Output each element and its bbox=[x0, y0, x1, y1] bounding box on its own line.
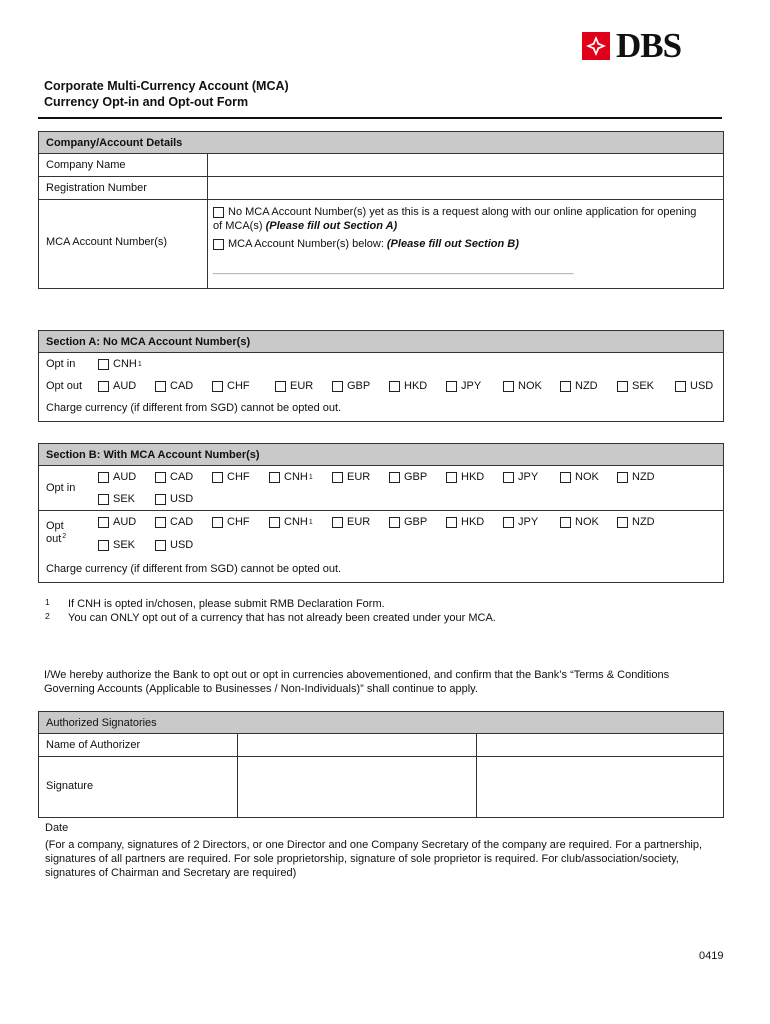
section-b-optin-chf[interactable]: CHF bbox=[212, 471, 250, 483]
section-b-box bbox=[38, 443, 724, 583]
section-b-optin-jpy[interactable]: JPY bbox=[503, 471, 538, 483]
signature-row bbox=[39, 757, 723, 817]
section-a-optout-cad[interactable]: CAD bbox=[155, 380, 193, 392]
registration-field[interactable] bbox=[208, 177, 723, 199]
form-subtitle: Currency Opt-in and Opt-out Form bbox=[44, 95, 249, 109]
mca-number-blank-line[interactable]: ________________________________________________________________________ bbox=[213, 264, 574, 274]
no-mca-text-line2: of MCA(s) (Please fill out Section A) bbox=[213, 220, 398, 232]
company-details-header: Company/Account Details bbox=[39, 132, 723, 154]
footnote-1-number: 1 bbox=[45, 597, 50, 607]
mca-number-row bbox=[39, 200, 723, 288]
section-b-optin-aud[interactable]: AUD bbox=[98, 471, 136, 483]
signatories-header: Authorized Signatories bbox=[39, 712, 723, 734]
section-b-optout-sek[interactable]: SEK bbox=[98, 539, 135, 551]
signature-label: Signature bbox=[46, 780, 94, 792]
authorizer-name-row bbox=[39, 734, 723, 757]
fill-section-a-note: (Please fill out Section A) bbox=[265, 220, 398, 232]
section-b-optout-cad[interactable]: CAD bbox=[155, 516, 193, 528]
section-b-opt-out-row bbox=[39, 511, 723, 556]
section-b-optin-nok[interactable]: NOK bbox=[560, 471, 599, 483]
section-b-opt-out-label: Opt out$^2$ bbox=[46, 520, 67, 545]
footnote-1: If CNH is opted in/chosen, please submit RMB Declaration Form. bbox=[68, 598, 385, 610]
form-code: 0419 bbox=[699, 950, 724, 962]
dbs-logo bbox=[580, 28, 681, 63]
signature-field-1[interactable] bbox=[238, 757, 476, 817]
section-a-header: Section A: No MCA Account Number(s) bbox=[39, 331, 723, 353]
fill-section-b-note: (Please fill out Section B) bbox=[386, 238, 519, 250]
section-b-note-row bbox=[39, 556, 723, 582]
signatories-note-line2: signatures of all partners are required. For sole proprietorship, signature of sole proprietor is required. For club/association/society, bbox=[45, 853, 679, 865]
authorizer-name-field-2[interactable] bbox=[477, 734, 723, 756]
date-label: Date bbox=[45, 822, 69, 834]
no-mca-text: No MCA Account Number(s) yet as this is a request along with our online application for opening bbox=[228, 206, 697, 218]
section-a-note-row bbox=[39, 397, 723, 421]
section-b-optin-hkd[interactable]: HKD bbox=[446, 471, 484, 483]
with-mca-checkbox[interactable] bbox=[213, 239, 224, 250]
section-a-cnh-checkbox[interactable] bbox=[98, 359, 109, 370]
section-b-optin-nzd[interactable]: NZD bbox=[617, 471, 655, 483]
signatories-note-line1: (For a company, signatures of 2 Directors, or one Director and one Company Secretary of the company are required. For a partnership, bbox=[45, 839, 703, 851]
section-b-optin-sek[interactable]: SEK bbox=[98, 493, 135, 505]
section-b-optin-cad[interactable]: CAD bbox=[155, 471, 193, 483]
section-b-optin-gbp[interactable]: GBP bbox=[389, 471, 427, 483]
section-a-optout-aud[interactable]: AUD bbox=[98, 380, 136, 392]
section-a-optout-sek[interactable]: SEK bbox=[617, 380, 654, 392]
section-b-header: Section B: With MCA Account Number(s) bbox=[39, 444, 723, 466]
section-a-optout-eur[interactable]: EUR bbox=[275, 380, 313, 392]
company-name-field[interactable] bbox=[208, 154, 723, 176]
section-b-opt-in-row bbox=[39, 466, 723, 511]
footnote-2-number: 2 bbox=[45, 611, 50, 621]
section-a-optout-gbp[interactable]: GBP bbox=[332, 380, 370, 392]
signatories-box bbox=[38, 711, 724, 818]
company-name-label: Company Name bbox=[46, 159, 126, 171]
section-b-optin-eur[interactable]: EUR bbox=[332, 471, 370, 483]
section-b-optout-jpy[interactable]: JPY bbox=[503, 516, 538, 528]
dbs-wordmark: DBS bbox=[616, 26, 682, 65]
section-b-optout-eur[interactable]: EUR bbox=[332, 516, 370, 528]
title-rule bbox=[38, 117, 722, 119]
registration-label: Registration Number bbox=[46, 182, 147, 194]
with-mca-option[interactable] bbox=[213, 238, 519, 250]
section-b-optout-nzd[interactable]: NZD bbox=[617, 516, 655, 528]
registration-row bbox=[39, 177, 723, 200]
section-b-optout-chf[interactable]: CHF bbox=[212, 516, 250, 528]
section-b-optout-hkd[interactable]: HKD bbox=[446, 516, 484, 528]
no-mca-checkbox[interactable] bbox=[213, 207, 224, 218]
mca-number-label: MCA Account Number(s) bbox=[46, 236, 168, 248]
section-a-opt-in-row bbox=[39, 353, 723, 375]
section-a-note: Charge currency (if different from SGD) cannot be opted out. bbox=[46, 402, 342, 414]
section-a-optout-nzd[interactable]: NZD bbox=[560, 380, 598, 392]
footnote-2: You can ONLY opt out of a currency that has not already been created under your MCA. bbox=[68, 612, 496, 624]
section-b-optin-cnh[interactable]: CNH 1 bbox=[269, 471, 313, 483]
section-b-opt-in-label: Opt in bbox=[46, 482, 76, 494]
form-title: Corporate Multi-Currency Account (MCA) bbox=[44, 79, 289, 93]
no-mca-option[interactable] bbox=[213, 206, 696, 218]
company-name-row bbox=[39, 154, 723, 177]
dbs-star-icon bbox=[580, 30, 612, 62]
section-a-opt-out-row bbox=[39, 375, 723, 397]
section-a-optout-usd[interactable]: USD bbox=[675, 380, 713, 392]
section-a-optout-hkd[interactable]: HKD bbox=[389, 380, 427, 392]
section-b-optout-cnh[interactable]: CNH 1 bbox=[269, 516, 313, 528]
with-mca-text: MCA Account Number(s) below: bbox=[228, 238, 384, 250]
section-b-optin-usd[interactable]: USD bbox=[155, 493, 193, 505]
section-a-cnh-option[interactable]: CNH 1 bbox=[98, 358, 142, 370]
section-a-optout-nok[interactable]: NOK bbox=[503, 380, 542, 392]
section-a-box bbox=[38, 330, 724, 422]
section-b-optout-aud[interactable]: AUD bbox=[98, 516, 136, 528]
authorizer-name-label: Name of Authorizer bbox=[46, 739, 141, 751]
section-a-opt-in-label: Opt in bbox=[46, 358, 76, 370]
signature-field-2[interactable] bbox=[477, 757, 723, 817]
section-a-opt-out-label: Opt out bbox=[46, 380, 83, 392]
section-b-optout-gbp[interactable]: GBP bbox=[389, 516, 427, 528]
authorization-text-line2: Governing Accounts (Applicable to Businesses / Non-Individuals)” shall continue to apply. bbox=[44, 683, 478, 695]
section-b-optout-nok[interactable]: NOK bbox=[560, 516, 599, 528]
section-b-note: Charge currency (if different from SGD) cannot be opted out. bbox=[46, 563, 342, 575]
section-a-optout-jpy[interactable]: JPY bbox=[446, 380, 481, 392]
authorizer-name-field-1[interactable] bbox=[238, 734, 476, 756]
company-details-box bbox=[38, 131, 724, 289]
signatories-note-line3: signatures of Chairman and Secretary are required) bbox=[45, 867, 297, 879]
authorization-text-line1: I/We hereby authorize the Bank to opt out or opt in currencies abovementioned, and confirm that the Bank’s “Terms & Conditions bbox=[44, 669, 670, 681]
section-a-optout-chf[interactable]: CHF bbox=[212, 380, 250, 392]
section-b-optout-usd[interactable]: USD bbox=[155, 539, 193, 551]
